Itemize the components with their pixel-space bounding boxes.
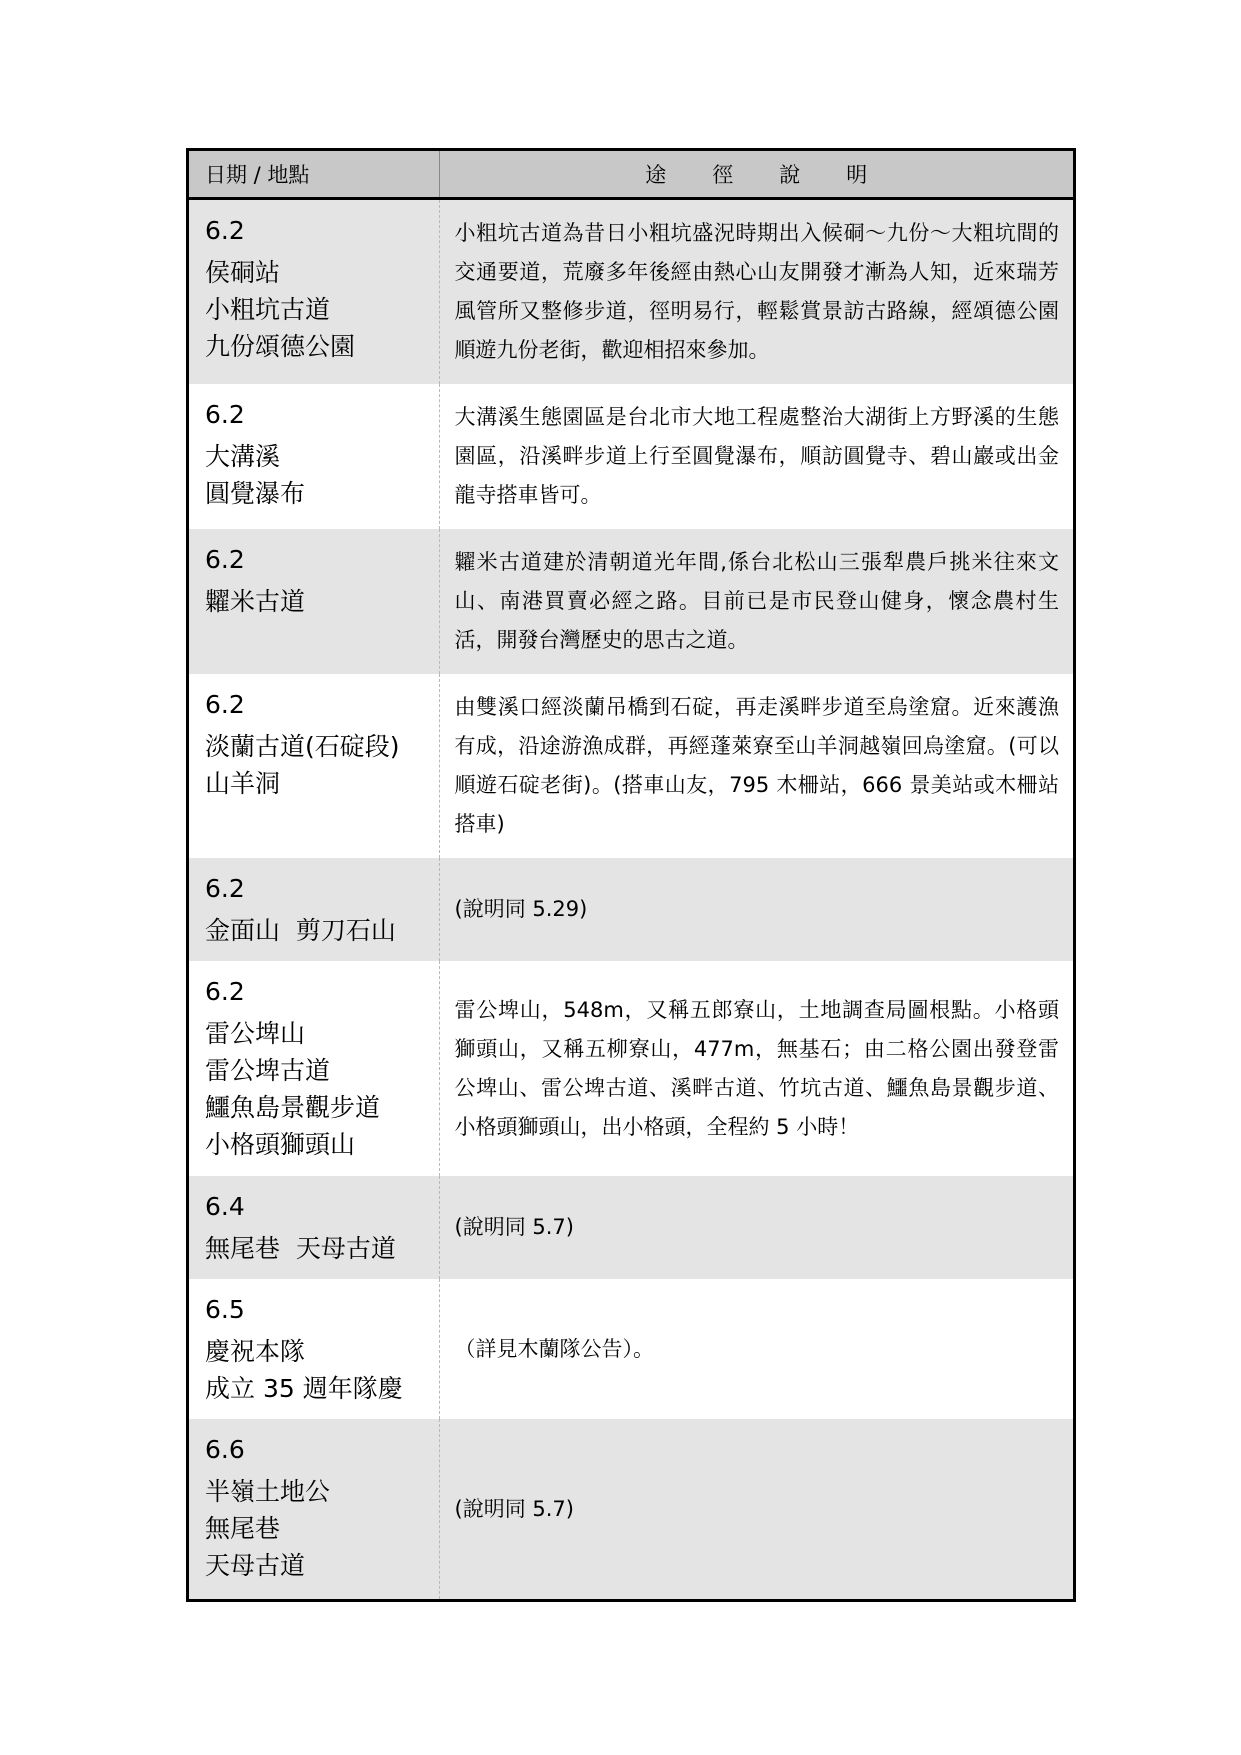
row-description: 由雙溪口經淡蘭吊橋到石碇，再走溪畔步道至烏塗窟。近來護漁有成，沿途游漁成群，再經蓬萊寮至山羊洞越嶺回烏塗窟。(可以順遊石碇老街)。(搭車山友，795 木柵站，666 景美站或木柵站搭車)	[454, 695, 1059, 836]
row-place: 雷公埤古道	[205, 1056, 331, 1085]
table-row	[189, 961, 1073, 1176]
row-place: 小格頭獅頭山	[205, 1130, 356, 1159]
date-place-cell	[189, 858, 439, 961]
row-description: 糶米古道建於清朝道光年間,係台北松山三張犁農戶挑米往來文山、南港買賣必經之路。目前已是市民登山健身，懷念農村生活，開發台灣歷史的思古之道。	[439, 529, 1073, 674]
row-description: 小粗坑古道為昔日小粗坑盛況時期出入候硐～九份～大粗坑間的交通要道，荒廢多年後經由熱心山友開發才漸為人知，近來瑞芳風管所又整修步道，徑明易行，輕鬆賞景訪古路線，經頌德公園順遊九份老街，歡迎相招來參加。	[439, 199, 1073, 385]
row-description: (說明同 5.29)	[439, 858, 1073, 961]
header-date-place: 日期 / 地點	[189, 151, 439, 199]
row-place: 大溝溪	[205, 442, 281, 471]
date-place-cell	[189, 961, 439, 1176]
row-place: 無尾巷	[205, 1514, 281, 1543]
date-place-cell	[189, 1279, 439, 1419]
row-description: (說明同 5.7)	[439, 1419, 1073, 1599]
table-row	[189, 384, 1073, 529]
row-description: （詳見木蘭隊公告）。	[454, 1336, 654, 1361]
row-place: 小粗坑古道	[205, 295, 331, 324]
row-date: 6.2	[205, 545, 245, 574]
date-place-cell	[189, 529, 439, 674]
row-date: 6.2	[205, 690, 245, 719]
row-place: 慶祝本隊	[205, 1337, 306, 1366]
header-route: 途徑說明	[439, 151, 1073, 199]
date-place-cell	[189, 674, 439, 858]
row-place: 金面山 剪刀石山	[205, 916, 396, 945]
date-place-cell	[189, 384, 439, 529]
row-date: 6.2	[205, 874, 245, 903]
row-place: 侯硐站	[205, 258, 281, 287]
row-place: 無尾巷 天母古道	[205, 1234, 396, 1263]
row-place: 糶米古道	[205, 587, 306, 616]
row-place: 圓覺瀑布	[205, 479, 306, 508]
table-row	[189, 674, 1073, 858]
row-date: 6.2	[205, 400, 245, 429]
table-row	[189, 1176, 1073, 1279]
row-date: 6.4	[205, 1192, 245, 1221]
row-place: 雷公埤山	[205, 1019, 306, 1048]
row-place: 半嶺土地公	[205, 1477, 331, 1506]
table-row	[189, 1419, 1073, 1599]
row-place: 九份頌德公園	[205, 332, 356, 361]
row-description: 雷公埤山，548m，又稱五郎寮山，土地調查局圖根點。小格頭獅頭山，又稱五柳寮山，477m，無基石；由二格公園出發登雷公埤山、雷公埤古道、溪畔古道、竹坑古道、鱷魚島景觀步道、小格頭獅頭山，出小格頭，全程約 5 小時！	[454, 997, 1059, 1139]
table-row	[189, 529, 1073, 674]
date-place-cell	[189, 199, 439, 385]
row-place: 成立 35 週年隊慶	[205, 1374, 403, 1403]
row-date: 6.2	[205, 977, 245, 1006]
row-place: 天母古道	[205, 1551, 306, 1580]
date-place-cell	[189, 1419, 439, 1599]
row-place: 淡蘭古道(石碇段)	[205, 732, 400, 761]
row-date: 6.2	[205, 216, 245, 245]
table-row	[189, 199, 1073, 385]
table-row	[189, 858, 1073, 961]
itinerary-table-frame	[186, 148, 1076, 1602]
row-description: 大溝溪生態園區是台北市大地工程處整治大湖街上方野溪的生態園區，沿溪畔步道上行至圓覺瀑布，順訪圓覺寺、碧山巖或出金龍寺搭車皆可。	[454, 405, 1059, 507]
row-date: 6.5	[205, 1295, 245, 1324]
row-description: (說明同 5.7)	[439, 1176, 1073, 1279]
itinerary-table	[189, 151, 1073, 1599]
table-row	[189, 1279, 1073, 1419]
table-header-row	[189, 151, 1073, 199]
row-place: 山羊洞	[205, 769, 281, 798]
date-place-cell	[189, 1176, 439, 1279]
row-place: 鱷魚島景觀步道	[205, 1093, 381, 1122]
row-date: 6.6	[205, 1435, 245, 1464]
